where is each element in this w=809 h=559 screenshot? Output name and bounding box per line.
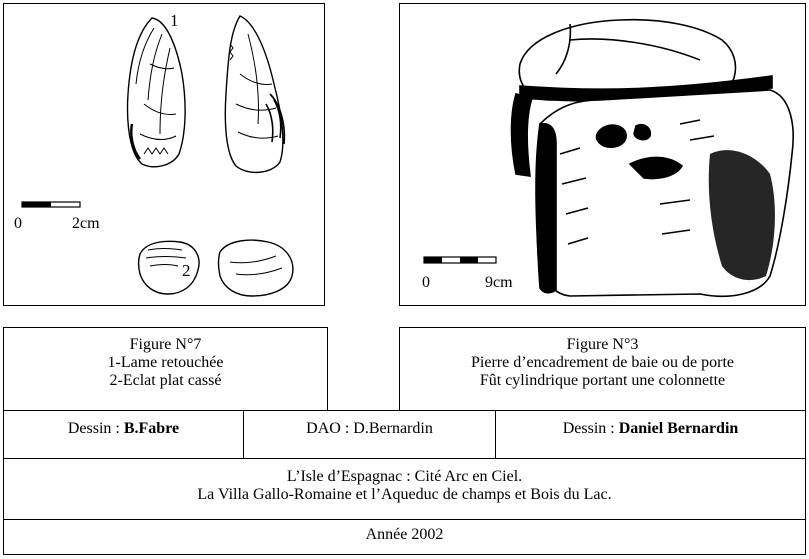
credit-dessin-right-label: Dessin : <box>562 420 619 437</box>
credit-dao-text: DAO : D.Bernardin <box>306 420 433 437</box>
flint-drawings <box>4 4 326 307</box>
figure-7-line-2: 2-Eclat plat cassé <box>109 372 222 389</box>
scale-bar-9cm <box>424 257 496 263</box>
flake-right-drawing <box>219 240 293 296</box>
artifact-1-number: 1 <box>170 11 179 30</box>
figure-3-line-2: Fût cylindrique portant une colonnette <box>479 372 726 389</box>
credit-dao <box>243 410 496 459</box>
credit-dessin-right-name: Daniel Bernardin <box>618 420 739 437</box>
site-line-1: L’Isle d’Espagnac : Cité Arc en Ciel. <box>286 468 523 485</box>
year <box>3 519 806 555</box>
figure-3-line-1: Pierre d’encadrement de baie ou de porte <box>471 354 734 371</box>
stone-block-drawing <box>400 4 807 307</box>
blade-back-drawing <box>225 16 284 172</box>
credit-dessin-right <box>495 410 806 459</box>
scale-bar-2cm <box>22 202 80 207</box>
figure-3-panel <box>399 3 806 306</box>
scale-start-label: 0 <box>422 274 430 291</box>
credit-dessin-left-label: Dessin : <box>67 420 124 437</box>
figure-7-panel <box>3 3 325 306</box>
site-title <box>3 458 806 520</box>
figure-7-line-1: 1-Lame retouchée <box>107 354 224 371</box>
figure-7-title: Figure N°7 <box>129 336 202 353</box>
year-text: Année 2002 <box>365 526 444 543</box>
credit-dessin-left-name: B.Fabre <box>123 420 180 437</box>
scale-end-label: 2cm <box>72 215 100 232</box>
artifact-2-number: 2 <box>182 261 191 280</box>
scale-start-label: 0 <box>14 215 22 232</box>
scale-end-label: 9cm <box>485 274 513 291</box>
credit-dessin-left <box>3 410 244 459</box>
figure-3-title: Figure N°3 <box>566 336 639 353</box>
blade-front-drawing <box>128 18 186 167</box>
figure-3-caption <box>399 327 806 411</box>
site-line-2: La Villa Gallo-Romaine et l’Aqueduc de champs et Bois du Lac. <box>197 486 612 503</box>
figure-7-caption <box>3 327 328 411</box>
